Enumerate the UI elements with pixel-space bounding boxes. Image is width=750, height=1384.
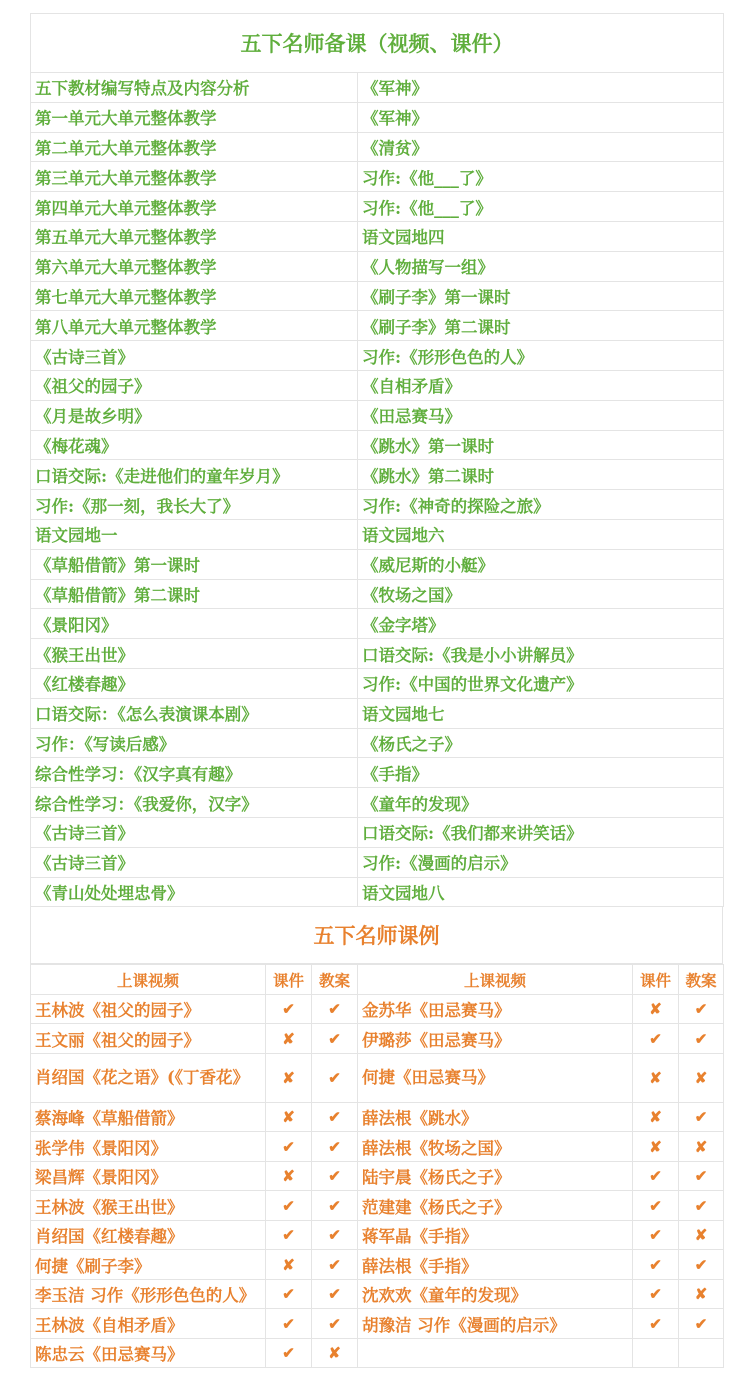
lesson-cell-right[interactable]: 口语交际:《我们都来讲笑话》 bbox=[358, 817, 724, 847]
plan-mark: ✔ bbox=[312, 1191, 358, 1221]
lesson-cell-left[interactable]: 《古诗三首》 bbox=[31, 847, 358, 877]
lesson-cell-right[interactable]: 《威尼斯的小艇》 bbox=[358, 549, 724, 579]
video-title[interactable]: 王林波《祖父的园子》 bbox=[31, 994, 266, 1024]
lesson-cell-left[interactable]: 第三单元大单元整体教学 bbox=[31, 162, 358, 192]
video-title[interactable]: 张学伟《景阳冈》 bbox=[31, 1132, 266, 1162]
lesson-cell-right[interactable]: 《牧场之国》 bbox=[358, 579, 724, 609]
section2-title: 五下名师课例 bbox=[30, 907, 723, 964]
table-row bbox=[31, 728, 724, 758]
table-row bbox=[31, 1024, 724, 1054]
video-title[interactable]: 王林波《猴王出世》 bbox=[31, 1191, 266, 1221]
slides-mark: ✔ bbox=[633, 1161, 679, 1191]
lesson-cell-left[interactable]: 语文园地一 bbox=[31, 519, 358, 549]
lesson-cell-right[interactable]: 《童年的发现》 bbox=[358, 788, 724, 818]
video-title[interactable]: 陆宇晨《杨氏之子》 bbox=[358, 1161, 633, 1191]
lesson-cell-left[interactable]: 《猴王出世》 bbox=[31, 639, 358, 669]
video-title[interactable]: 李玉洁 习作《形形色色的人》 bbox=[31, 1279, 266, 1309]
lesson-cell-left[interactable]: 《景阳冈》 bbox=[31, 609, 358, 639]
plan-mark: ✔ bbox=[679, 1024, 724, 1054]
table-row bbox=[31, 1102, 724, 1132]
video-title[interactable]: 范建建《杨氏之子》 bbox=[358, 1191, 633, 1221]
plan-mark: ✔ bbox=[679, 1102, 724, 1132]
header-slides: 课件 bbox=[633, 965, 679, 995]
slides-mark: ✘ bbox=[633, 1102, 679, 1132]
table-row bbox=[31, 1279, 724, 1309]
video-title[interactable]: 薛法根《牧场之国》 bbox=[358, 1132, 633, 1162]
video-title[interactable]: 肖绍国《红楼春趣》 bbox=[31, 1220, 266, 1250]
table-row bbox=[31, 1309, 724, 1339]
header-plan: 教案 bbox=[312, 965, 358, 995]
table-row bbox=[31, 698, 724, 728]
plan-mark: ✘ bbox=[679, 1220, 724, 1250]
table-row bbox=[31, 102, 724, 132]
lesson-cell-right[interactable]: 习作:《形形色色的人》 bbox=[358, 341, 724, 371]
video-title[interactable]: 金苏华《田忌赛马》 bbox=[358, 994, 633, 1024]
lesson-cell-right[interactable]: 《田忌赛马》 bbox=[358, 400, 724, 430]
table-row bbox=[31, 1053, 724, 1102]
lesson-cell-left[interactable]: 第二单元大单元整体教学 bbox=[31, 132, 358, 162]
lesson-cell-left[interactable]: 口语交际:《走进他们的童年岁月》 bbox=[31, 460, 358, 490]
lesson-cell-left[interactable]: 《梅花魂》 bbox=[31, 430, 358, 460]
lesson-cell-right[interactable]: 习作:《中国的世界文化遗产》 bbox=[358, 668, 724, 698]
table-row bbox=[31, 1220, 724, 1250]
plan-mark: ✔ bbox=[312, 1309, 358, 1339]
lesson-cell-right[interactable]: 《杨氏之子》 bbox=[358, 728, 724, 758]
video-title[interactable]: 肖绍国《花之语》(《丁香花》 bbox=[31, 1053, 266, 1102]
lesson-cell-left[interactable]: 五下教材编写特点及内容分析 bbox=[31, 73, 358, 103]
lesson-cell-right[interactable]: 《自相矛盾》 bbox=[358, 370, 724, 400]
lesson-cell-right[interactable]: 《手指》 bbox=[358, 758, 724, 788]
table-row bbox=[31, 460, 724, 490]
table-row bbox=[31, 609, 724, 639]
plan-mark: ✔ bbox=[312, 1132, 358, 1162]
video-title[interactable]: 何捷《田忌赛马》 bbox=[358, 1053, 633, 1102]
sheet bbox=[30, 13, 723, 1368]
lesson-cell-right[interactable]: 《刷子李》第一课时 bbox=[358, 281, 724, 311]
slides-mark: ✔ bbox=[633, 1191, 679, 1221]
slides-mark: ✘ bbox=[266, 1161, 312, 1191]
lesson-cell-left[interactable]: 习作:《那一刻，我长大了》 bbox=[31, 490, 358, 520]
lesson-cell-right[interactable]: 《军神》 bbox=[358, 73, 724, 103]
lesson-prep-table bbox=[30, 13, 724, 907]
table-row bbox=[31, 370, 724, 400]
table-row bbox=[31, 311, 724, 341]
video-title[interactable]: 沈欢欢《童年的发现》 bbox=[358, 1279, 633, 1309]
plan-mark: ✔ bbox=[679, 994, 724, 1024]
slides-mark: ✘ bbox=[266, 1250, 312, 1280]
table-row bbox=[31, 1191, 724, 1221]
section1-title: 五下名师备课（视频、课件） bbox=[31, 14, 724, 73]
table-row bbox=[31, 1132, 724, 1162]
table-row bbox=[31, 192, 724, 222]
table-row bbox=[31, 994, 724, 1024]
video-title bbox=[358, 1338, 633, 1368]
lesson-cell-right[interactable]: 语文园地四 bbox=[358, 221, 724, 251]
table-row bbox=[31, 519, 724, 549]
lesson-cell-right[interactable]: 口语交际:《我是小小讲解员》 bbox=[358, 639, 724, 669]
lesson-cell-left[interactable]: 《红楼春趣》 bbox=[31, 668, 358, 698]
lesson-cell-left[interactable]: 口语交际：《怎么表演课本剧》 bbox=[31, 698, 358, 728]
lesson-cell-left[interactable]: 《祖父的园子》 bbox=[31, 370, 358, 400]
lesson-examples-table bbox=[30, 964, 724, 1368]
plan-mark: ✔ bbox=[312, 1279, 358, 1309]
slides-mark: ✔ bbox=[266, 1191, 312, 1221]
slides-mark: ✔ bbox=[266, 1338, 312, 1368]
lesson-cell-left[interactable]: 《草船借箭》第一课时 bbox=[31, 549, 358, 579]
lesson-cell-left[interactable]: 第一单元大单元整体教学 bbox=[31, 102, 358, 132]
table-row bbox=[31, 758, 724, 788]
slides-mark: ✔ bbox=[266, 1279, 312, 1309]
table-row bbox=[31, 1161, 724, 1191]
plan-mark: ✔ bbox=[312, 1220, 358, 1250]
lesson-cell-right[interactable]: 习作:《漫画的启示》 bbox=[358, 847, 724, 877]
plan-mark: ✘ bbox=[679, 1053, 724, 1102]
lesson-cell-left[interactable]: 第四单元大单元整体教学 bbox=[31, 192, 358, 222]
video-title[interactable]: 薛法根《跳水》 bbox=[358, 1102, 633, 1132]
slides-mark: ✘ bbox=[266, 1053, 312, 1102]
table-row bbox=[31, 817, 724, 847]
slides-mark: ✔ bbox=[633, 1309, 679, 1339]
table-row bbox=[31, 1338, 724, 1368]
slides-mark: ✘ bbox=[633, 1132, 679, 1162]
video-title[interactable]: 薛法根《手指》 bbox=[358, 1250, 633, 1280]
header-plan: 教案 bbox=[679, 965, 724, 995]
video-title[interactable]: 陈忠云《田忌赛马》 bbox=[31, 1338, 266, 1368]
table-row bbox=[31, 430, 724, 460]
plan-mark: ✔ bbox=[312, 1250, 358, 1280]
header-slides: 课件 bbox=[266, 965, 312, 995]
plan-mark: ✘ bbox=[679, 1279, 724, 1309]
table-row bbox=[31, 341, 724, 371]
plan-mark: ✔ bbox=[312, 1161, 358, 1191]
lesson-cell-right[interactable]: 习作:《神奇的探险之旅》 bbox=[358, 490, 724, 520]
table-row bbox=[31, 132, 724, 162]
table-row bbox=[31, 490, 724, 520]
slides-mark: ✘ bbox=[633, 1053, 679, 1102]
table-row bbox=[31, 847, 724, 877]
lesson-cell-left[interactable]: 第七单元大单元整体教学 bbox=[31, 281, 358, 311]
lesson-cell-right[interactable]: 《人物描写一组》 bbox=[358, 251, 724, 281]
header-video: 上课视频 bbox=[358, 965, 633, 995]
table-row bbox=[31, 221, 724, 251]
table-row bbox=[31, 668, 724, 698]
title-row bbox=[31, 14, 724, 73]
table-row bbox=[31, 281, 724, 311]
video-title[interactable]: 何捷《刷子李》 bbox=[31, 1250, 266, 1280]
lesson-cell-right[interactable]: 《刷子李》第二课时 bbox=[358, 311, 724, 341]
slides-mark: ✔ bbox=[266, 1309, 312, 1339]
slides-mark: ✘ bbox=[266, 1024, 312, 1054]
table-row bbox=[31, 162, 724, 192]
plan-mark: ✘ bbox=[679, 1132, 724, 1162]
slides-mark: ✔ bbox=[633, 1279, 679, 1309]
plan-mark: ✔ bbox=[312, 1102, 358, 1132]
lesson-cell-right[interactable]: 《军神》 bbox=[358, 102, 724, 132]
lesson-cell-right[interactable]: 《金字塔》 bbox=[358, 609, 724, 639]
slides-mark: ✔ bbox=[633, 1250, 679, 1280]
slides-mark: ✘ bbox=[633, 994, 679, 1024]
plan-mark: ✘ bbox=[312, 1338, 358, 1368]
lesson-cell-left[interactable]: 《青山处处埋忠骨》 bbox=[31, 877, 358, 907]
plan-mark: ✔ bbox=[679, 1191, 724, 1221]
lesson-cell-right[interactable]: 语文园地七 bbox=[358, 698, 724, 728]
video-title[interactable]: 伊璐莎《田忌赛马》 bbox=[358, 1024, 633, 1054]
lesson-cell-right[interactable]: 语文园地八 bbox=[358, 877, 724, 907]
lesson-cell-right[interactable]: 习作:《他___了》 bbox=[358, 192, 724, 222]
slides-mark: ✔ bbox=[633, 1220, 679, 1250]
lesson-cell-left[interactable]: 第六单元大单元整体教学 bbox=[31, 251, 358, 281]
lesson-cell-left[interactable]: 《古诗三首》 bbox=[31, 341, 358, 371]
plan-mark: ✔ bbox=[679, 1250, 724, 1280]
lesson-cell-left[interactable]: 第八单元大单元整体教学 bbox=[31, 311, 358, 341]
lesson-cell-left[interactable]: 《月是故乡明》 bbox=[31, 400, 358, 430]
slides-mark: ✔ bbox=[266, 1132, 312, 1162]
lesson-cell-right[interactable]: 语文园地六 bbox=[358, 519, 724, 549]
table-row bbox=[31, 549, 724, 579]
table-row bbox=[31, 788, 724, 818]
lesson-cell-right[interactable]: 《跳水》第二课时 bbox=[358, 460, 724, 490]
video-title[interactable]: 蔡海峰《草船借箭》 bbox=[31, 1102, 266, 1132]
plan-mark: ✔ bbox=[679, 1161, 724, 1191]
video-title[interactable]: 王文丽《祖父的园子》 bbox=[31, 1024, 266, 1054]
plan-mark: ✔ bbox=[312, 1024, 358, 1054]
slides-mark: ✔ bbox=[266, 1220, 312, 1250]
lesson-cell-right[interactable]: 习作:《他___了》 bbox=[358, 162, 724, 192]
lesson-cell-right[interactable]: 《跳水》第一课时 bbox=[358, 430, 724, 460]
table-row bbox=[31, 1250, 724, 1280]
table-row bbox=[31, 639, 724, 669]
table-row bbox=[31, 400, 724, 430]
header-row bbox=[31, 965, 724, 995]
lesson-cell-left[interactable]: 习作：《写读后感》 bbox=[31, 728, 358, 758]
lesson-cell-left[interactable]: 《草船借箭》第二课时 bbox=[31, 579, 358, 609]
table-row bbox=[31, 579, 724, 609]
lesson-cell-right[interactable]: 《清贫》 bbox=[358, 132, 724, 162]
lesson-cell-left[interactable]: 第五单元大单元整体教学 bbox=[31, 221, 358, 251]
plan-mark: ✔ bbox=[312, 1053, 358, 1102]
video-title[interactable]: 胡豫洁 习作《漫画的启示》 bbox=[358, 1309, 633, 1339]
table-row bbox=[31, 73, 724, 103]
header-video: 上课视频 bbox=[31, 965, 266, 995]
slides-mark bbox=[633, 1338, 679, 1368]
video-title[interactable]: 王林波《自相矛盾》 bbox=[31, 1309, 266, 1339]
video-title[interactable]: 蒋军晶《手指》 bbox=[358, 1220, 633, 1250]
plan-mark bbox=[679, 1338, 724, 1368]
lesson-cell-left[interactable]: 《古诗三首》 bbox=[31, 817, 358, 847]
video-title[interactable]: 梁昌辉《景阳冈》 bbox=[31, 1161, 266, 1191]
lesson-cell-left[interactable]: 综合性学习：《我爱你，汉字》 bbox=[31, 788, 358, 818]
slides-mark: ✔ bbox=[633, 1024, 679, 1054]
table-row bbox=[31, 877, 724, 907]
lesson-cell-left[interactable]: 综合性学习：《汉字真有趣》 bbox=[31, 758, 358, 788]
slides-mark: ✔ bbox=[266, 994, 312, 1024]
plan-mark: ✔ bbox=[679, 1309, 724, 1339]
table-row bbox=[31, 251, 724, 281]
plan-mark: ✔ bbox=[312, 994, 358, 1024]
slides-mark: ✘ bbox=[266, 1102, 312, 1132]
